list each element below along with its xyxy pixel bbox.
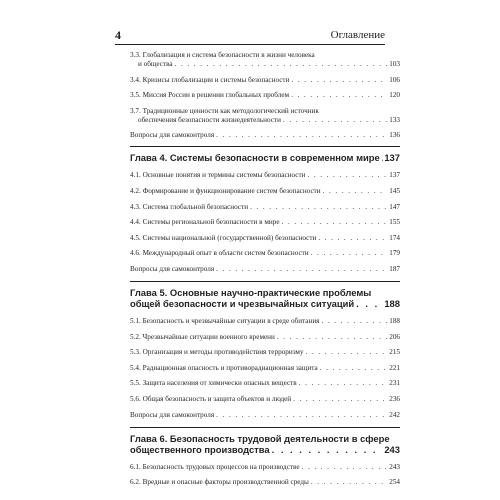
toc-page-ref: 155 [389,218,400,227]
chapter-divider [130,146,400,147]
toc-entry-title: 5.6. Общая безопасность и защита объектов и людей [130,394,292,403]
leader-dots [306,348,388,357]
toc-page-ref: 231 [389,379,400,388]
toc-entry-title: Вопросы для самоконтроля [130,264,215,273]
toc-entry[interactable] [130,249,400,258]
table-of-contents [115,51,400,494]
chapter4-entries [130,171,400,274]
leader-dots [250,203,387,212]
toc-entry-title: 3.5. Миссия России в решении глобальных проблем [130,91,290,100]
toc-entry-title: 4.5. Системы национальной (государственной) безопасности [130,233,317,242]
chapter-heading[interactable] [130,152,400,163]
leader-dots [311,478,387,487]
chapter-page-ref: 243 [384,443,400,455]
toc-entry[interactable] [130,333,400,342]
toc-entry-title: Вопросы для самоконтроля [130,131,215,140]
chapter-divider [130,427,400,428]
chapter-title: Глава 5. Основные научно-практические проблемы [130,286,372,298]
toc-entry-title: 5.4. Радиационная опасность и противорадиационная защита [130,363,318,372]
toc-entry-title: 3.7. Традиционные ценности как методологический источник [130,106,319,115]
toc-entry-title: 5.3. Организация и методы противодействия терроризму [130,348,304,357]
leader-dots [272,444,383,455]
toc-entry-title: 4.4. Системы региональной безопасности в мире [130,218,280,227]
chapter-title: Глава 6. Безопасность трудовой деятельности в сфере [130,432,390,444]
toc-entry[interactable] [130,171,400,180]
leader-dots [320,364,388,373]
toc-entry[interactable] [130,348,400,357]
leader-dots [307,171,387,180]
toc-entry[interactable] [130,411,400,420]
toc-entry-title: 5.2. Чрезвычайные ситуации военного времени [130,332,275,341]
toc-page-ref: 145 [389,186,400,195]
toc-entry-title: 6.1. Безопасность трудовых процессов на производстве [130,462,300,471]
leader-dots [302,463,388,472]
chapter-heading[interactable] [130,287,400,309]
chapter-title-cont: общественного производства [130,443,270,455]
chapter-page-ref: 137 [384,152,400,164]
leader-dots [318,234,387,243]
toc-page-ref: 236 [389,394,400,403]
toc-entry[interactable] [130,317,400,326]
leader-dots [291,76,387,85]
chapter-title: Глава 4. Системы безопасности в современном мире [130,152,380,164]
leader-dots [216,265,387,274]
toc-entry[interactable] [130,234,400,243]
toc-entry[interactable] [130,131,400,140]
running-head: Оглавление [330,29,385,41]
leader-dots [321,317,387,326]
toc-entry[interactable] [130,107,400,125]
toc-entry[interactable] [130,203,400,212]
toc-entry-title: Вопросы для самоконтроля [130,410,215,419]
toc-entry-title: 3.4. Кризисы глобализации и системы безопасности [130,75,290,84]
chapter-title-cont: общей безопасности и чрезвычайных ситуаций [130,297,355,309]
toc-entry[interactable] [130,91,400,100]
toc-entry[interactable] [130,379,400,388]
toc-page-ref: 147 [389,202,400,211]
toc-page-ref: 242 [389,410,400,419]
toc-page-ref: 187 [389,264,400,273]
leader-dots [291,91,387,100]
toc-entry-title: 4.3. Система глобальной безопасности [130,202,249,211]
toc-entry-title: 4.6. Международный опыт в области систем безопасности [130,249,309,258]
toc-page-ref: 215 [389,348,400,357]
page-number: 4 [115,28,121,42]
toc-page-ref: 206 [389,332,400,341]
toc-page-ref: 243 [389,462,400,471]
toc-entry-title: 6.2. Вредные и опасные факторы производственной среды [130,478,309,487]
leader-dots [293,395,387,404]
leader-dots [216,411,387,420]
leader-dots [311,249,388,258]
toc-entry[interactable] [130,478,400,487]
toc-page-ref: 136 [389,131,400,140]
toc-entry-title-cont: и общества [138,60,173,68]
chapter3-entries [130,51,400,140]
toc-page-ref: 174 [389,233,400,242]
toc-page-ref: 133 [389,115,400,124]
toc-page-ref: 106 [389,75,400,84]
leader-dots [283,116,387,125]
leader-dots [175,60,388,69]
toc-entry[interactable] [130,265,400,274]
leader-dots [277,333,387,342]
chapter-divider [130,281,400,282]
page-header [115,28,385,45]
chapter5-entries [130,317,400,420]
toc-page-ref: 179 [389,249,400,258]
leader-dots [216,131,387,140]
toc-page-ref: 221 [389,363,400,372]
chapter-page-ref: 188 [384,297,400,309]
chapter-heading[interactable] [130,433,400,455]
chapter6-entries [130,463,400,488]
leader-dots [382,152,383,163]
toc-entry-title: 5.1. Безопасность и чрезвычайные ситуации в среде обитания [130,316,320,325]
toc-entry-title: 4.1. Основные понятия и термины системы безопасности [130,171,306,180]
toc-entry[interactable] [130,395,400,404]
toc-page-ref: 137 [389,171,400,180]
toc-entry[interactable] [130,187,400,196]
toc-page-ref: 254 [389,478,400,487]
toc-entry[interactable] [130,76,400,85]
toc-entry[interactable] [130,218,400,227]
leader-dots [299,379,388,388]
toc-entry-title: 4.2. Формирование и функционирование систем безопасности [130,186,321,195]
leader-dots [356,298,382,309]
leader-dots [282,218,388,227]
leader-dots [323,187,388,196]
toc-entry-title-cont: обеспечения безопасности жизнедеятельности [138,115,281,124]
toc-entry[interactable] [130,463,400,472]
toc-page-ref: 120 [389,91,400,100]
toc-entry-title: 5.5. Защита населения от химически опасных веществ [130,379,297,388]
toc-page-ref: 103 [389,60,400,68]
toc-entry-title: 3.3. Глобализация и система безопасности в жизни человека [130,51,315,59]
toc-entry[interactable] [130,51,400,69]
toc-page-ref: 188 [389,316,400,325]
toc-entry[interactable] [130,364,400,373]
